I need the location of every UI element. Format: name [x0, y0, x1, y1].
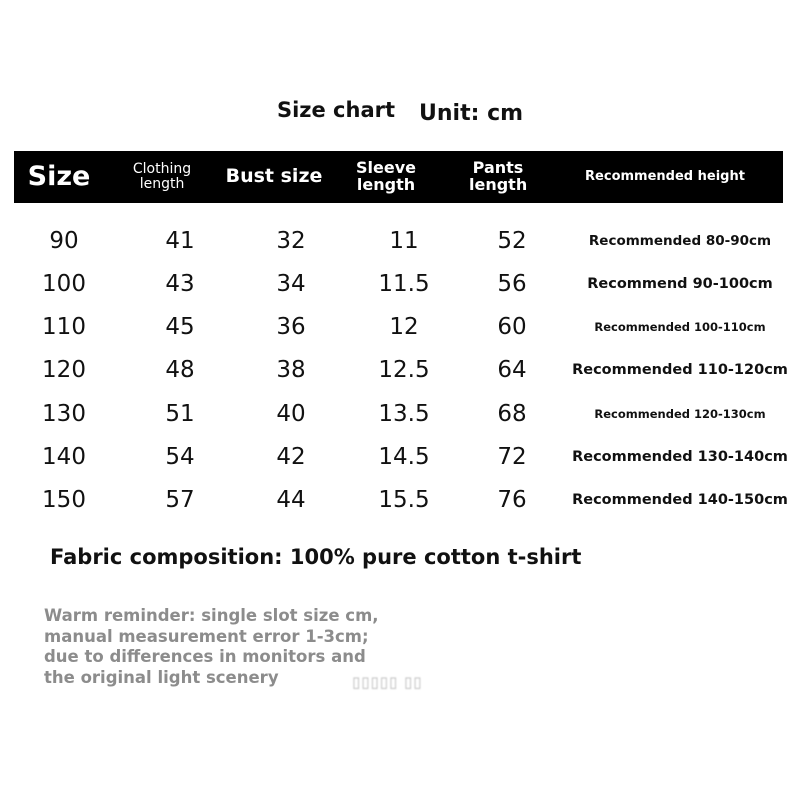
cell-bust-size: 42 — [276, 443, 306, 470]
cell-sleeve-length: 11 — [389, 227, 419, 254]
cell-pants-length: 64 — [497, 357, 527, 384]
cell-size: 100 — [42, 270, 86, 297]
cell-recommended-height: Recommended 120-130cm — [594, 406, 766, 421]
header-bust-size: Bust size — [225, 165, 323, 188]
cell-sleeve-length: 11.5 — [378, 270, 430, 297]
cell-clothing-length: 45 — [165, 314, 195, 341]
cell-bust-size: 38 — [276, 357, 306, 384]
cell-size: 130 — [42, 400, 86, 427]
header-clothing-length — [118, 151, 206, 203]
cell-recommended-height: Recommended 110-120cm — [572, 362, 788, 379]
header-pants-length-label: Pants length — [469, 158, 528, 194]
table-row — [0, 219, 800, 262]
cell-sleeve-length: 13.5 — [378, 400, 430, 427]
cell-clothing-length: 48 — [165, 357, 195, 384]
cell-bust-size: 40 — [276, 400, 306, 427]
cell-sleeve-length: 12 — [389, 314, 419, 341]
cell-size: 140 — [42, 443, 86, 470]
cell-size: 120 — [42, 357, 86, 384]
table-row — [0, 262, 800, 305]
warm-reminder — [44, 606, 379, 688]
table-row — [0, 392, 800, 435]
cell-bust-size: 32 — [276, 227, 306, 254]
header-recommended-height: Recommended height — [585, 169, 745, 185]
table-row — [0, 479, 800, 522]
cell-pants-length: 60 — [497, 314, 527, 341]
header-pants-length — [452, 151, 544, 203]
cell-recommended-height: Recommended 80-90cm — [588, 232, 772, 249]
cell-pants-length: 52 — [497, 227, 527, 254]
header-clothing-length-label: Clothing length — [132, 161, 192, 192]
table-row — [0, 306, 800, 349]
chart-title — [0, 98, 800, 126]
reminder-line-1: Warm reminder: single slot size cm, — [44, 606, 379, 625]
fabric-composition: Fabric composition: 100% pure cotton t-shirt — [50, 545, 582, 569]
reminder-line-4: the original light scenery — [44, 667, 279, 687]
cell-size: 150 — [42, 487, 86, 514]
header-sleeve-length — [341, 151, 431, 203]
table-row — [0, 435, 800, 478]
cell-recommended-height: Recommended 100-110cm — [594, 320, 766, 335]
cell-pants-length: 56 — [497, 270, 527, 297]
cell-clothing-length: 51 — [165, 400, 195, 427]
header-sleeve-length-label: Sleeve length — [356, 158, 416, 194]
cell-clothing-length: 43 — [165, 270, 195, 297]
cell-clothing-length: 54 — [165, 443, 195, 470]
cell-sleeve-length: 14.5 — [378, 443, 430, 470]
reminder-line-3: due to differences in monitors and — [44, 647, 366, 666]
cell-clothing-length: 41 — [165, 227, 195, 254]
cell-size: 90 — [49, 227, 79, 254]
header-size: Size — [27, 160, 91, 192]
cell-sleeve-length: 12.5 — [378, 357, 430, 384]
cell-bust-size: 34 — [276, 270, 306, 297]
cell-size: 110 — [42, 314, 86, 341]
cell-pants-length: 76 — [497, 487, 527, 514]
cell-recommended-height: Recommended 140-150cm — [572, 492, 788, 509]
cell-bust-size: 44 — [276, 487, 306, 514]
cell-recommended-height: Recommended 130-140cm — [572, 448, 788, 465]
cell-bust-size: 36 — [276, 314, 306, 341]
blurred-watermark: ▯▯▯▯▯ ▯▯ — [352, 673, 423, 691]
table-row — [0, 349, 800, 392]
cell-clothing-length: 57 — [165, 487, 195, 514]
cell-sleeve-length: 15.5 — [378, 487, 430, 514]
reminder-line-2: manual measurement error 1-3cm; — [44, 626, 369, 646]
cell-pants-length: 68 — [497, 400, 527, 427]
unit-label: Unit: cm — [419, 101, 524, 126]
cell-pants-length: 72 — [497, 443, 527, 470]
size-chart-title: Size chart — [276, 98, 396, 122]
size-table-body — [0, 219, 800, 522]
cell-recommended-height: Recommend 90-100cm — [587, 275, 773, 292]
